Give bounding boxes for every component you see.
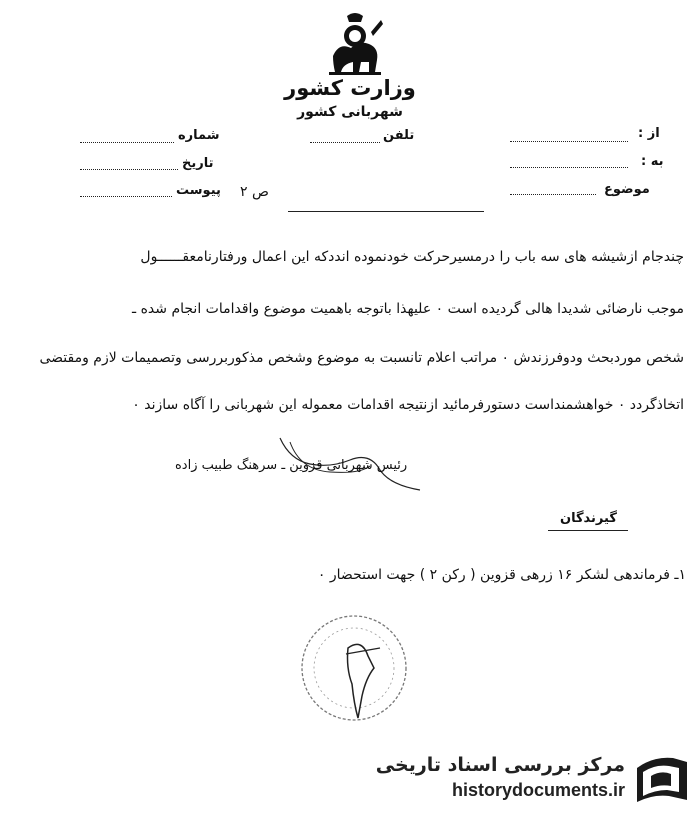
to-line [510,167,628,168]
archive-logo-icon [633,752,691,806]
attachment-label: پیوست [176,183,221,198]
subject-line [510,194,596,195]
signer-name: رئیس شهربانی قزوین ـ سرهنگ طبیب زاده [175,458,408,473]
watermark-title: مرکز بررسی اسناد تاریخی [375,754,625,776]
department-title: شهربانی کشور [297,104,403,120]
body-line-3: شخص موردبحث ودوفرزندش ۰ مراتب اعلام تانسبت به موضوع وشخص مذکوربررسی وتصمیمات لازم ومقتضی [39,350,684,366]
recipient-item: ۱ـ فرماندهی لشکر ۱۶ زرهی قزوین ( رکن ۲ ) جهت استحضار ۰ [317,567,686,583]
body-line-1: چندجام ازشیشه های سه باب را درمسیرحرکت خودنموده انددکه این اعمال ورفتارنامعقــــــول [140,249,684,265]
phone-label: تلفن [383,128,415,143]
ministry-title: وزارت کشور [284,76,416,100]
page-number: ص ۲ [240,184,269,200]
watermark-url: historydocuments.ir [451,780,625,800]
official-stamp-icon [292,608,422,728]
number-label: شماره [178,128,220,143]
phone-line [310,142,380,143]
archive-watermark [375,748,695,810]
body-line-4: اتخاذگردد ۰ خواهشمنداست دستورفرمائید ازنتیجه اقدامات معموله این شهربانی را آگاه سازند ۰ [132,397,684,413]
attachment-line [80,196,172,197]
subject-label: موضوع [604,182,650,197]
lion-and-sun-emblem-icon [325,12,385,78]
date-line [80,169,178,170]
date-label: تاریخ [182,156,214,171]
recipients-underline [548,530,628,531]
body-line-2: موجب نارضائی شدیدا هالی گردیده است ۰ علیهذا باتوجه باهمیت موضوع واقدامات انجام شده ـ [132,301,684,317]
recipients-title: گیرندگان [560,511,617,526]
from-label: از : [638,126,660,141]
header-divider [288,211,484,212]
number-line [80,142,174,143]
from-line [510,141,628,142]
to-label: به : [641,154,664,169]
